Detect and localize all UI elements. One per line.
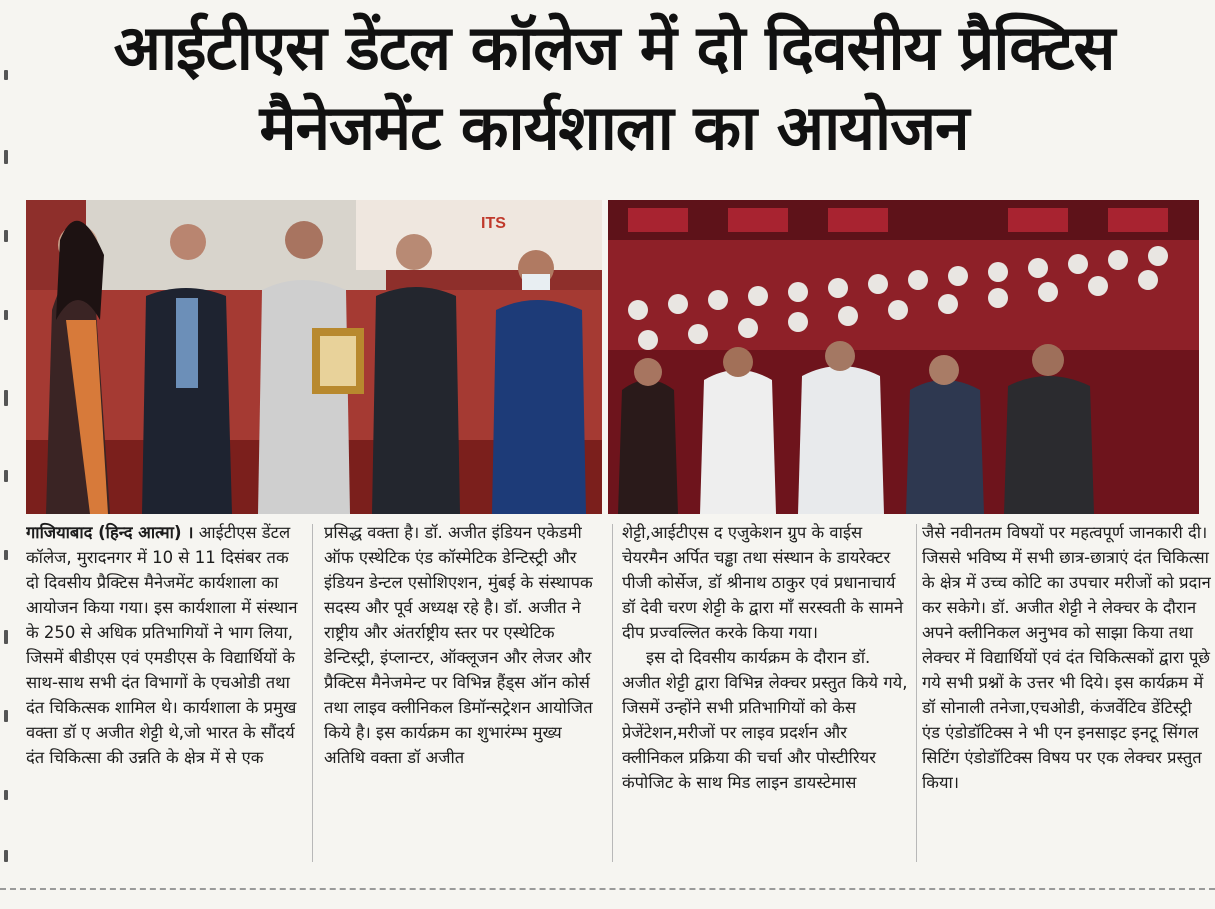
audience-photo [608, 200, 1199, 514]
column-divider [916, 524, 917, 862]
article-column-1 [26, 520, 298, 865]
bottom-dashed-rule [0, 888, 1215, 890]
headline-line-2: मैनेजमेंट कार्यशाला का आयोजन [259, 91, 969, 164]
article-column-3 [622, 520, 912, 865]
column-divider [312, 524, 313, 862]
article-column-1-text: आईटीएस डेंटल कॉलेज, मुरादनगर में 10 से 11 दिसंबर तक दो दिवसीय प्रैक्टिस मैनेजमेंट कार्यशाला का आयोजन किया गया। इस कार्यशाला में संस्थान के 250 से अधिक प्रतिभागियों ने भाग लिया, जिसमें बीडीएस एवं एमडीएस के विद्यार्थियों के साथ-साथ सभी दंत विभागों के एचओडी तथा दंत चिकित्सक शामिल थे। कार्यशाला के प्रमुख वक्ता डॉ ए अजीत शेट्टी थे,जो भारत के सौंदर्य दंत चिकित्सा की उन्नति के क्षेत्र में से एक [26, 523, 298, 767]
left-margin-strip [0, 0, 18, 880]
dateline: गाजियाबाद (हिन्द आत्मा) । [26, 523, 194, 542]
article-column-4 [922, 520, 1212, 865]
article-column-3-para-1: शेट्टी,आईटीएस द एजुकेशन ग्रुप के वाईस चेयरमैन अर्पित चड्ढा तथा संस्थान के डायरेक्टर पीजी कोर्सेज, डॉ श्रीनाथ ठाकुर एवं प्रधानाचार्य डॉ देवी चरण शेट्टी के द्वारा माँ सरस्वती के सामने दीप प्रज्वल्लित करके किया गया। [622, 523, 904, 642]
article-column-2-text: प्रसिद्ध वक्ता है। डॉ. अजीत इंडियन एकेडमी ऑफ एस्थेटिक एंड कॉस्मेटिक डेन्टिस्ट्री और इंडियन डेन्टल एसोशिएशन, मुंबई के संस्थापक सदस्य और पूर्व अध्यक्ष रहे है। डॉ. अजीत ने राष्ट्रीय और अंतर्राष्ट्रीय स्तर पर एस्थेटिक डेन्टिस्ट्री, इंप्लान्टर, ऑक्लूजन और लेजर और प्रैक्टिस मैनेजमेन्ट पर विभिन्न हैंड्स ऑन कोर्स तथा लाइव क्लीनिकल डिमॉन्सट्रेशन आयोजित किये है। इस कार्यक्रम का शुभारंम्भ मुख्य अतिथि वक्ता डॉ अजीत [324, 523, 593, 767]
article-column-4-text: जैसे नवीनतम विषयों पर महत्वपूर्ण जानकारी दी। जिससे भविष्य में सभी छात्र-छात्राएं दंत चिकित्सा के क्षेत्र में उच्च कोटि का उपचार मरीजों को प्रदान कर सकेगे। डॉ. अजीत शेट्टी ने लेक्चर के दौरान अपने क्लीनिकल अनुभव को साझा किया तथा लेक्चर में विद्यार्थियों एवं दंत चिकित्सकों द्वारा पूछे गये सभी प्रश्नों के उत्तर भी दिये। इस कार्यक्रम में डॉ सोनाली तनेजा,एचओडी, कंजर्वेटिव डेंटिस्ट्री एंड एंडोडॉटिक्स ने भी एन इनसाइट इनटू सिंगल सिटिंग एंडोडॉटिक्स विषय पर एक लेक्चर प्रस्तुत किया। [922, 523, 1211, 792]
award-ceremony-photo [26, 200, 602, 514]
article-column-3-para-2: इस दो दिवसीय कार्यक्रम के दौरान डॉ. अजीत शेट्टी द्वारा विभिन्न लेक्चर प्रस्तुत किये गये, जिसमें उन्होंने सभी प्रतिभागियों को केस प्रेजेंटेशन,मरीजों पर लाइव प्रदर्शन और क्लीनिकल प्रक्रिया की चर्चा और पोस्टीरियर कंपोजिट के साथ मिड लाइन डायस्टेमास [622, 648, 908, 792]
headline [24, 8, 1204, 168]
stage-banner-text: ITS [481, 215, 506, 232]
article-column-2 [324, 520, 602, 865]
article-body [26, 520, 1211, 865]
headline-line-1: आईटीएस डेंटल कॉलेज में दो दिवसीय प्रैक्टिस [113, 11, 1115, 84]
column-divider [612, 524, 613, 862]
